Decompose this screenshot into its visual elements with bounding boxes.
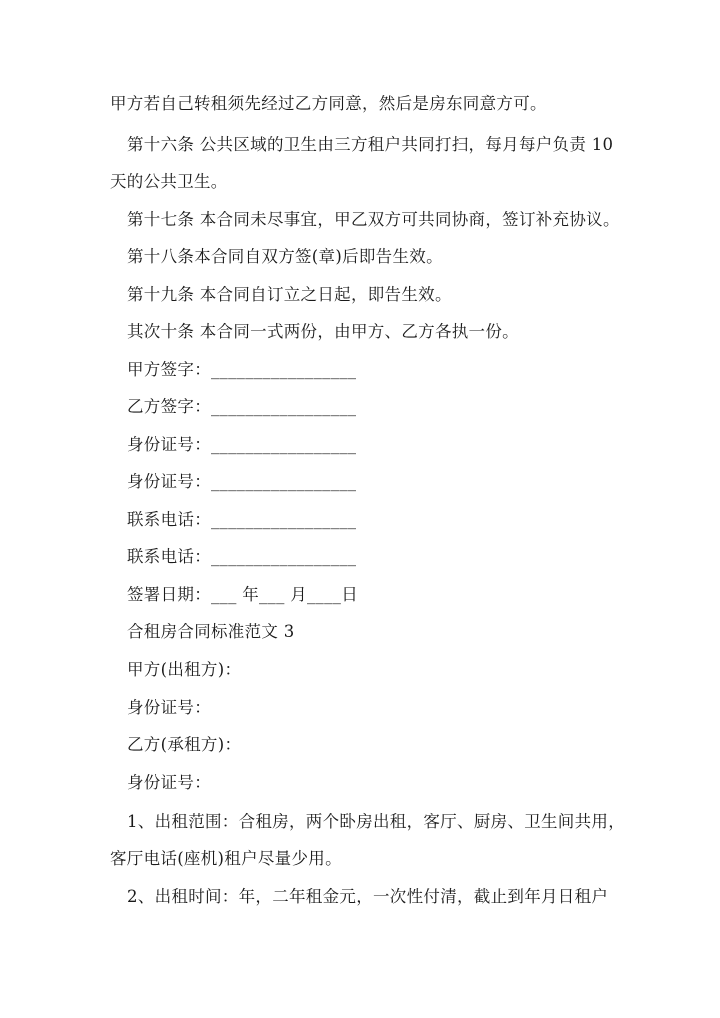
article-16-line: 第十六条 公共区域的卫生由三方租户共同打扫，每月每户负责 10 [127,135,614,154]
paragraph-line: 甲方若自己转租须先经过乙方同意，然后是房东同意方可。 [110,94,547,113]
phone-line: 联系电话：_________________ [127,510,357,529]
clause-1-line: 1、出租范围：合租房，两个卧房出租，客厅、厨房、卫生间共用， [127,812,625,831]
party-a-signature-line: 甲方签字：_________________ [127,360,357,379]
id-number-line: 身份证号：_________________ [127,472,357,491]
party-b-signature-line: 乙方签字：_________________ [127,397,357,416]
lessee-line: 乙方(承租方)： [127,735,242,754]
lessor-line: 甲方(出租方)： [127,660,242,679]
lessee-id-line: 身份证号： [127,773,211,792]
section-title: 合租房合同标准范文 3 [127,622,295,641]
article-20-line: 其次十条 本合同一式两份，由甲方、乙方各执一份。 [127,322,519,341]
article-16-continuation: 天的公共卫生。 [110,172,228,191]
article-19-line: 第十九条 本合同自订立之日起，即告生效。 [127,285,452,304]
phone-line: 联系电话：_________________ [127,547,357,566]
lessor-id-line: 身份证号： [127,698,211,717]
signing-date-line: 签署日期：___ 年___ 月____日 [127,585,358,604]
clause-1-continuation: 客厅电话(座机)租户尽量少用。 [110,849,342,868]
article-18-line: 第十八条本合同自双方签(章)后即告生效。 [127,247,443,266]
id-number-line: 身份证号：_________________ [127,435,357,454]
clause-2-line: 2、出租时间：年，二年租金元，一次性付清，截止到年月日租户 [127,887,609,906]
article-17-line: 第十七条 本合同未尽事宜，甲乙双方可共同协商，签订补充协议。 [127,210,620,229]
